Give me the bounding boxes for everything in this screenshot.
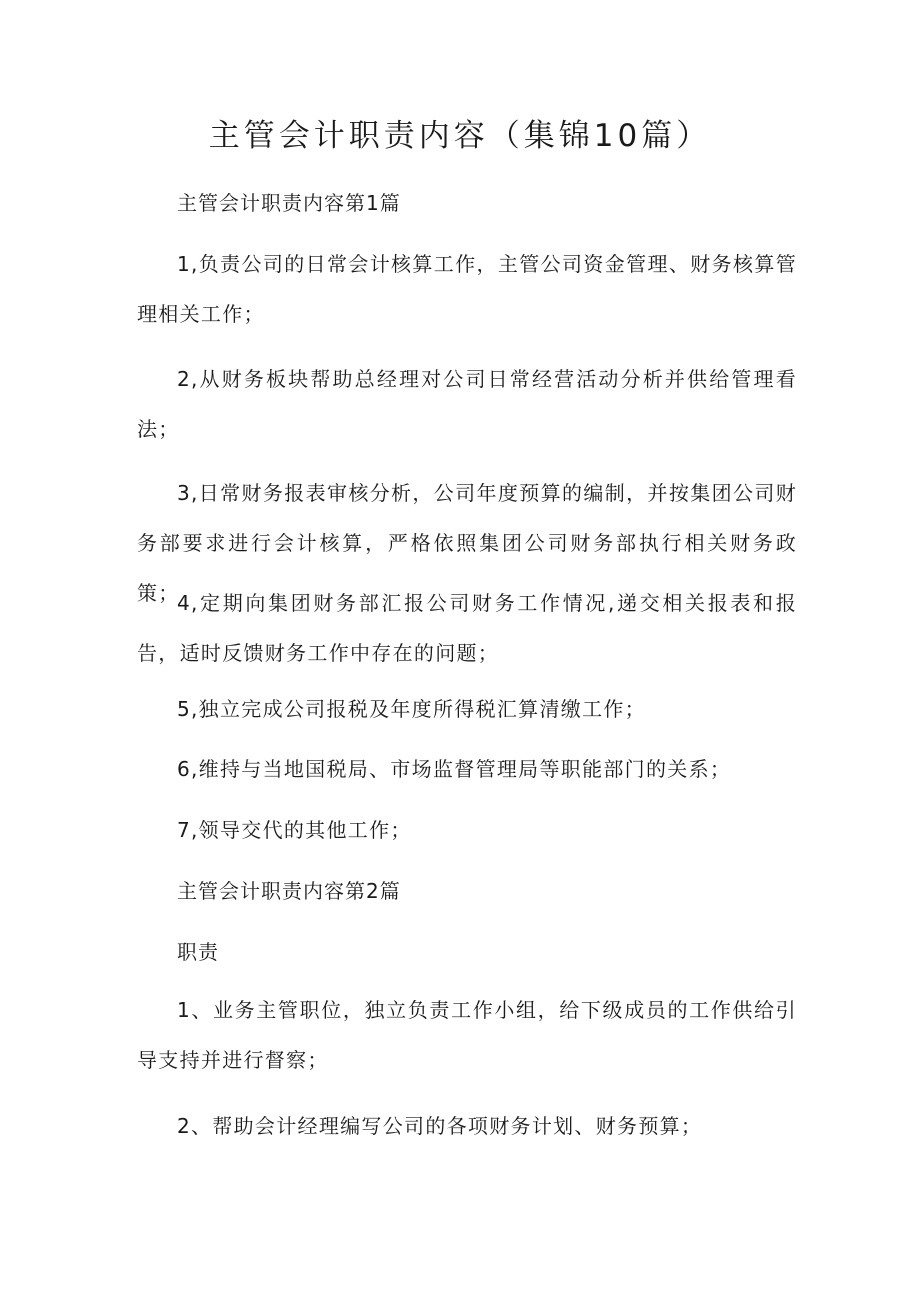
section-1-item-5: 5,独立完成公司报税及年度所得税汇算清缴工作； (177, 697, 646, 721)
section-2-item-2: 2、帮助会计经理编写公司的各项财务计划、财务预算； (177, 1114, 703, 1138)
section-1-item-1: 1,负责公司的日常会计核算工作，主管公司资金管理、财务核算管理相关工作； (137, 252, 797, 326)
section-1-heading: 主管会计职责内容第1篇 (177, 191, 401, 215)
section-1-item-7: 7,领导交代的其他工作； (177, 818, 412, 842)
section-2-subheading: 职责 (177, 940, 219, 964)
section-2-item-1: 1、业务主管职位，独立负责工作小组，给下级成员的工作供给引导支持并进行督察； (137, 998, 797, 1072)
document-title: 主管会计职责内容（集锦10篇） (208, 118, 712, 154)
section-1-item-2: 2,从财务板块帮助总经理对公司日常经营活动分析并供给管理看法； (137, 367, 797, 441)
section-1-item-4: 4,定期向集团财务部汇报公司财务工作情况,递交相关报表和报告，适时反馈财务工作中存在的问题； (137, 591, 797, 665)
section-2-heading: 主管会计职责内容第2篇 (177, 879, 401, 903)
section-1-item-6: 6,维持与当地国税局、市场监督管理局等职能部门的关系； (177, 757, 732, 781)
section-1-item-3: 3,日常财务报表审核分析，公司年度预算的编制，并按集团公司财务部要求进行会计核算，严格依照集团公司财务部执行相关财务政策； (137, 481, 797, 605)
